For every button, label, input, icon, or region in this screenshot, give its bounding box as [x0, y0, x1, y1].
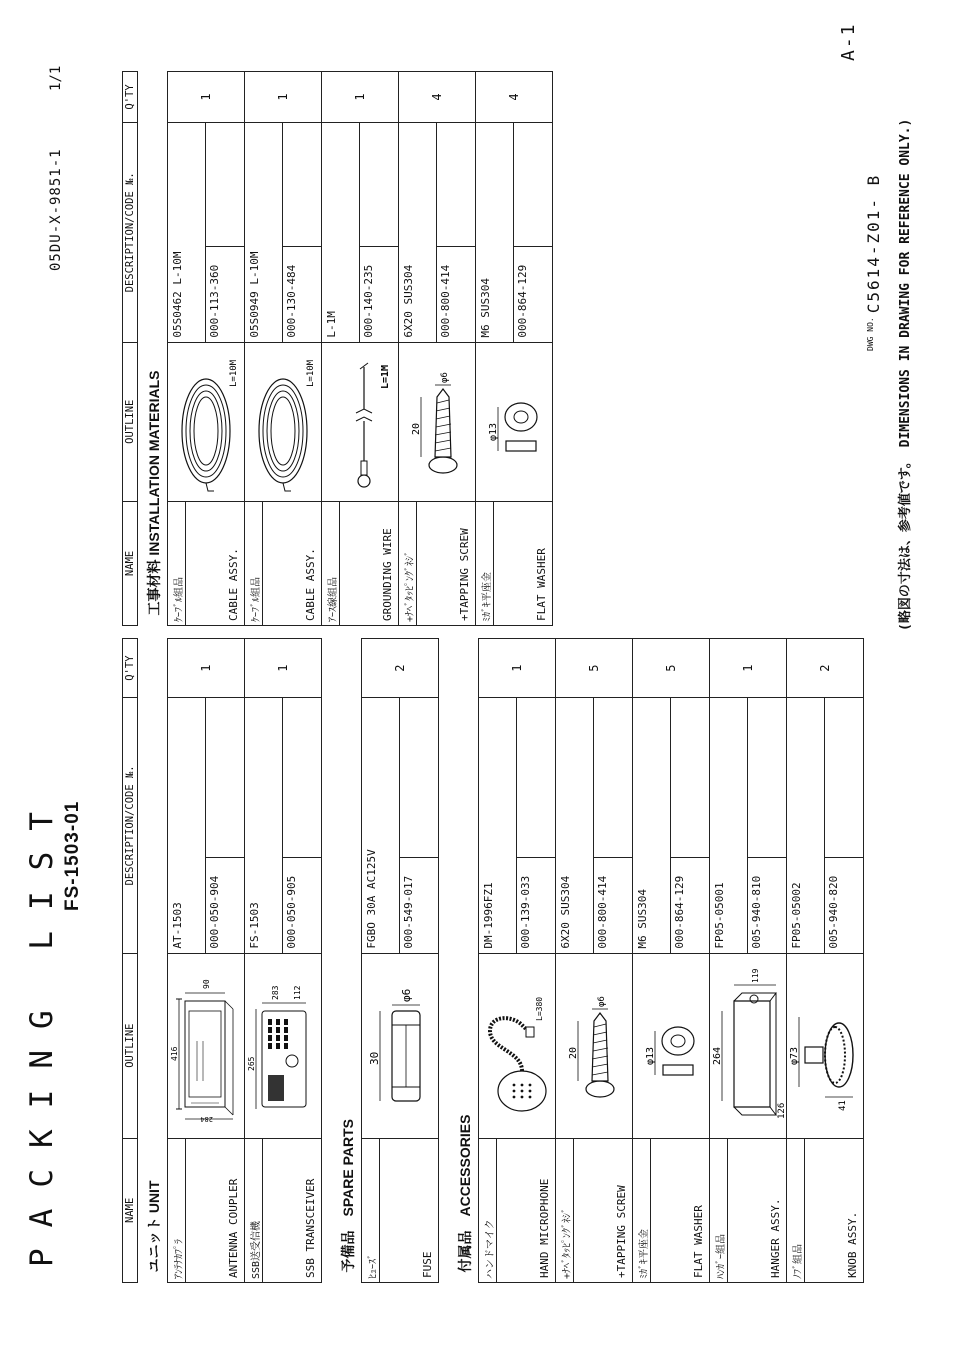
description-divider: [205, 698, 206, 952]
drawing-number: [864, 174, 883, 351]
item-code: 000-864-129: [673, 875, 686, 949]
item-outline-cell: [245, 342, 322, 501]
table-row: [479, 639, 556, 1283]
item-description-cell: [633, 698, 710, 953]
item-name-cell: [168, 501, 245, 625]
table-row: [362, 639, 439, 1283]
item-description: 6X20 SUS304: [559, 875, 572, 949]
item-name-cell: [399, 501, 476, 625]
dim-a: 416: [170, 1046, 179, 1061]
item-qty: 4: [476, 72, 553, 123]
hand-microphone-drawing: [482, 954, 552, 1138]
item-description-cell: [710, 698, 787, 953]
description-divider: [205, 123, 206, 342]
knob-drawing: [789, 954, 861, 1138]
item-qty: 2: [787, 639, 864, 698]
item-name-cell: [556, 1138, 633, 1282]
item-qty: 1: [322, 72, 399, 123]
item-description-cell: [168, 122, 245, 342]
header-outline: OUTLINE: [123, 342, 138, 501]
section-title: ユニット UNIT: [146, 1180, 162, 1273]
code-divider: [436, 246, 475, 247]
dim-a: L=10M: [306, 359, 316, 387]
name-divider: [727, 1139, 728, 1282]
item-name-en: FLAT WASHER: [692, 1205, 705, 1278]
description-divider: [747, 698, 748, 952]
description-divider: [436, 123, 437, 342]
table-row: [168, 639, 245, 1283]
dim-a: L=1M: [380, 364, 391, 389]
item-description: M6 SUS304: [636, 889, 649, 949]
item-outline-cell: [168, 953, 245, 1138]
item-description-cell: [362, 698, 439, 953]
dim-a: φ73: [789, 1046, 800, 1065]
item-outline-cell: [399, 342, 476, 501]
code-divider: [513, 246, 552, 247]
item-code: 005-940-810: [750, 875, 763, 949]
name-divider: [262, 502, 263, 625]
item-code: 000-113-360: [208, 264, 221, 338]
description-divider: [359, 123, 360, 342]
antenna-coupler-drawing: [171, 954, 241, 1138]
item-description: FP05-05001: [713, 882, 726, 949]
table-row: [245, 72, 322, 626]
item-name-en: CABLE ASSY.: [304, 548, 317, 621]
item-description-cell: [168, 698, 245, 953]
tapping-screw-drawing: [566, 954, 622, 1138]
item-name-jp: ｱｰｽ線組品: [328, 577, 339, 622]
description-divider: [824, 698, 825, 952]
item-description-cell: [476, 122, 553, 342]
hanger-drawing: [712, 954, 787, 1138]
item-qty: 1: [245, 72, 322, 123]
item-name-cell: [322, 501, 399, 625]
item-description: AT-1503: [171, 902, 184, 949]
item-qty: 1: [168, 72, 245, 123]
item-name-cell: [479, 1138, 556, 1282]
document-number: 05DU-X-9851-1: [48, 148, 64, 271]
code-divider: [516, 857, 555, 858]
flat-washer-drawing: [486, 343, 542, 501]
dim-b: φ6: [597, 995, 607, 1007]
code-divider: [205, 246, 244, 247]
item-name-cell: [710, 1138, 787, 1282]
dim-a: φ13: [488, 422, 499, 441]
item-name-en: KNOB ASSY.: [846, 1211, 859, 1278]
item-description-cell: [245, 122, 322, 342]
name-divider: [804, 1139, 805, 1282]
dim-a: L=380: [535, 996, 544, 1021]
dim-c: 119: [751, 968, 760, 983]
table-row: [710, 639, 787, 1283]
name-divider: [493, 502, 494, 625]
section-title: 付属品 ACCESSORIES: [457, 1114, 473, 1273]
table-row: [245, 639, 322, 1283]
page-count: 1/1: [48, 65, 64, 91]
dim-b: 41: [838, 1099, 848, 1111]
name-divider: [496, 1139, 497, 1282]
item-name-en: CABLE ASSY.: [227, 548, 240, 621]
description-divider: [282, 123, 283, 342]
packing-table-right: [122, 71, 553, 626]
header-qty: Q'TY: [123, 639, 138, 698]
table-row: [633, 639, 710, 1283]
item-outline-cell: [362, 953, 439, 1138]
item-name-cell: [168, 1138, 245, 1282]
item-description: 05S0462 L-10M: [171, 251, 184, 338]
dim-a: φ13: [645, 1046, 656, 1065]
code-divider: [282, 857, 321, 858]
dim-c: 112: [293, 985, 302, 1000]
table-row: [556, 639, 633, 1283]
item-name-en: ANTENNA COUPLER: [227, 1178, 240, 1278]
name-divider: [262, 1139, 263, 1282]
drawing-value: C5614-Z01- B: [864, 173, 883, 314]
item-code: 000-140-235: [362, 264, 375, 338]
item-name-cell: [245, 501, 322, 625]
table-row: [322, 72, 399, 626]
item-description: 05S0949 L-10M: [248, 251, 261, 338]
description-divider: [513, 123, 514, 342]
code-divider: [282, 246, 321, 247]
item-description-cell: [556, 698, 633, 953]
dim-c: 90: [202, 979, 211, 989]
item-code: 000-800-414: [439, 264, 452, 338]
item-name-jp: +ﾅﾍﾞﾀｯﾋﾟﾝｸﾞﾈｼﾞ: [405, 550, 416, 622]
name-divider: [379, 1139, 380, 1282]
page-title: PACKING LIST: [24, 791, 60, 1267]
item-outline-cell: [476, 342, 553, 501]
description-divider: [593, 698, 594, 952]
item-outline-cell: [322, 342, 399, 501]
packing-table-left: [122, 638, 864, 1283]
item-name-en: GROUNDING WIRE: [381, 528, 394, 621]
header-name: NAME: [123, 1138, 138, 1282]
drawing-label: DWG NO.: [865, 317, 875, 351]
item-name-cell: [245, 1138, 322, 1282]
header-description: DESCRIPTION/CODE №.: [123, 698, 138, 953]
item-description: M6 SUS304: [479, 278, 492, 338]
name-divider: [650, 1139, 651, 1282]
item-description: DM-1996FZ1: [482, 882, 495, 949]
cable-coil-drawing: [174, 343, 238, 501]
name-divider: [185, 1139, 186, 1282]
item-name-jp: ﾐｶﾞｷ平座金: [482, 572, 493, 622]
item-description-cell: [479, 698, 556, 953]
item-description: 6X20 SUS304: [402, 264, 415, 338]
table-row: [787, 639, 864, 1283]
dim-a: 20: [568, 1046, 579, 1059]
description-divider: [670, 698, 671, 952]
section-title: 工事材料 INSTALLATION MATERIALS: [146, 370, 162, 616]
item-qty: 5: [633, 639, 710, 698]
header-name: NAME: [123, 501, 138, 625]
item-name-jp: ﾉﾌﾞ組品: [793, 1244, 804, 1279]
dim-b: 126: [777, 1102, 787, 1119]
item-description: FGBO 30A AC125V: [365, 849, 378, 949]
item-name-jp: SSB送受信機: [251, 1220, 262, 1279]
item-name-cell: [362, 1138, 439, 1282]
item-qty: 1: [479, 639, 556, 698]
item-code: 000-050-905: [285, 875, 298, 949]
dim-b: φ6: [400, 988, 413, 1002]
item-name-cell: [787, 1138, 864, 1282]
item-code: 000-864-129: [516, 264, 529, 338]
item-qty: 1: [710, 639, 787, 698]
item-code: 000-139-033: [519, 875, 532, 949]
name-divider: [573, 1139, 574, 1282]
item-name-cell: [633, 1138, 710, 1282]
item-code: 000-050-904: [208, 875, 221, 949]
item-qty: 1: [168, 639, 245, 698]
item-name-en: FLAT WASHER: [535, 548, 548, 621]
tapping-screw-drawing: [409, 343, 465, 501]
table-row: [399, 72, 476, 626]
reference-note: (略図の寸法は、参考値です。 DIMENSIONS IN DRAWING FOR REFERENCE ONLY.): [898, 118, 913, 631]
code-divider: [205, 857, 244, 858]
item-outline-cell: [787, 953, 864, 1138]
model-number: FS-1503-01: [62, 800, 83, 911]
code-divider: [399, 857, 438, 858]
dim-b: φ6: [440, 371, 450, 383]
item-outline-cell: [479, 953, 556, 1138]
item-code: 000-549-017: [402, 875, 415, 949]
item-qty: 4: [399, 72, 476, 123]
item-name-en: +TAPPING SCREW: [615, 1185, 628, 1278]
dim-a: 265: [247, 1056, 256, 1071]
description-divider: [516, 698, 517, 952]
section-title: 予備品 SPARE PARTS: [340, 1119, 356, 1273]
header-qty: Q'TY: [123, 72, 138, 123]
name-divider: [339, 502, 340, 625]
item-description-cell: [245, 698, 322, 953]
item-description: L-1M: [325, 311, 338, 338]
dim-a: L=10M: [229, 359, 239, 387]
item-name-jp: ﾐｶﾞｷ平座金: [639, 1229, 650, 1279]
item-outline-cell: [710, 953, 787, 1138]
dim-a: 30: [368, 1051, 381, 1065]
item-qty: 2: [362, 639, 439, 698]
page-id: A-1: [838, 22, 859, 61]
item-description-cell: [787, 698, 864, 953]
item-description: FS-1503: [248, 902, 261, 949]
item-name-jp: ﾊﾝｶﾞｰ組品: [716, 1234, 727, 1279]
description-divider: [399, 698, 400, 952]
item-outline-cell: [556, 953, 633, 1138]
item-name-en: +TAPPING SCREW: [458, 528, 471, 621]
item-name-jp: ハンドマイク: [485, 1219, 496, 1279]
item-qty: 1: [245, 639, 322, 698]
header-outline: OUTLINE: [123, 953, 138, 1138]
item-name-en: HAND MICROPHONE: [538, 1178, 551, 1278]
item-name-jp: +ﾅﾍﾞﾀｯﾋﾟﾝｸﾞﾈｼﾞ: [562, 1207, 573, 1279]
item-outline-cell: [633, 953, 710, 1138]
dim-b: 283: [271, 985, 280, 1000]
code-divider: [824, 857, 863, 858]
code-divider: [593, 857, 632, 858]
item-name-jp: ｹｰﾌﾞﾙ組品: [174, 577, 185, 622]
code-divider: [747, 857, 786, 858]
flat-washer-drawing: [643, 954, 699, 1138]
item-description: FP05-05002: [790, 882, 803, 949]
item-description-cell: [322, 122, 399, 342]
item-name-jp: ｱﾝﾃﾅｶﾌﾟﾗ: [174, 1239, 185, 1279]
fuse-drawing: [368, 954, 432, 1138]
item-outline-cell: [168, 342, 245, 501]
header-description: DESCRIPTION/CODE №.: [123, 122, 138, 342]
dim-a: 264: [712, 1046, 723, 1065]
item-code: 005-940-820: [827, 875, 840, 949]
item-name-en: FUSE: [421, 1251, 434, 1278]
dim-b: 284: [200, 1114, 213, 1123]
item-qty: 5: [556, 639, 633, 698]
item-description-cell: [399, 122, 476, 342]
item-name-jp: ｹｰﾌﾞﾙ組品: [251, 577, 262, 622]
dim-a: 20: [411, 422, 422, 435]
grounding-wire-drawing: [328, 343, 392, 501]
cable-coil-drawing: [251, 343, 315, 501]
ssb-transceiver-drawing: [248, 954, 318, 1138]
item-name-en: SSB TRANSCEIVER: [304, 1178, 317, 1278]
name-divider: [185, 502, 186, 625]
item-outline-cell: [245, 953, 322, 1138]
item-name-cell: [476, 501, 553, 625]
code-divider: [670, 857, 709, 858]
table-row: [476, 72, 553, 626]
item-name-en: HANGER ASSY.: [769, 1198, 782, 1278]
description-divider: [282, 698, 283, 952]
table-row: [168, 72, 245, 626]
item-code: 000-800-414: [596, 875, 609, 949]
item-name-jp: ﾋｭｰｽﾞ: [368, 1254, 379, 1279]
item-code: 000-130-484: [285, 264, 298, 338]
name-divider: [416, 502, 417, 625]
code-divider: [359, 246, 398, 247]
